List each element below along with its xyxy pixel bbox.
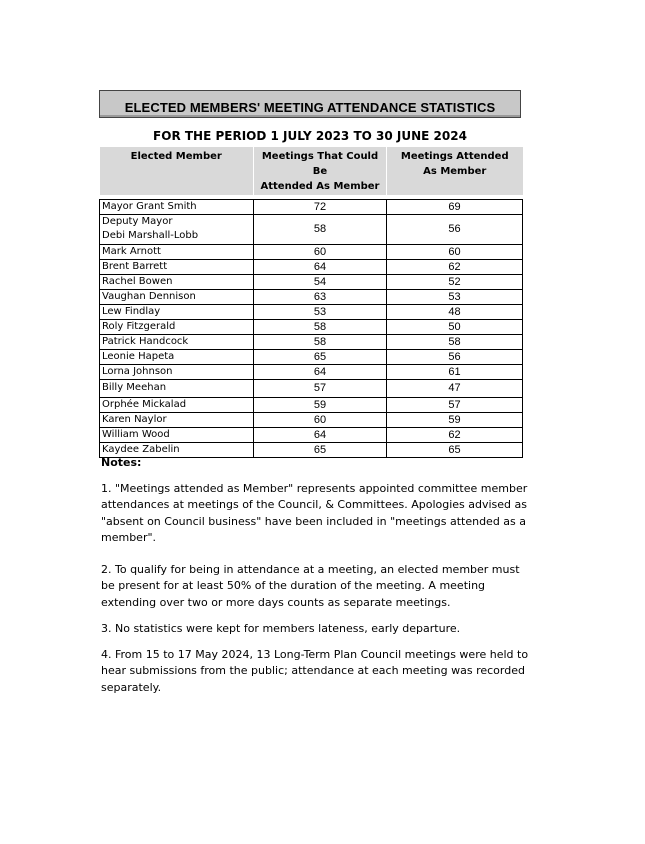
header-attended-line1: Meetings Attended xyxy=(400,151,509,162)
member-name: Mark Arnott xyxy=(100,244,254,259)
table-row xyxy=(100,304,523,319)
meetings-attended: 58 xyxy=(387,334,523,349)
member-name: Brent Barrett xyxy=(100,259,254,274)
meetings-could-attend: 53 xyxy=(254,304,387,319)
member-name: Roly Fitzgerald xyxy=(100,319,254,334)
header-meetings-could-attend xyxy=(254,147,387,195)
note-item-1: 1. "Meetings attended as Member" represents appointed committee member attendances at meetings of the Council, & Committees. Apologies advised as "absent on Council business" have been included in "meetings attended as a member". xyxy=(101,481,528,544)
meetings-could-attend: 63 xyxy=(254,289,387,304)
document-title: ELECTED MEMBERS' MEETING ATTENDANCE STATISTICS xyxy=(124,99,496,115)
header-elected-member-label: Elected Member xyxy=(130,151,222,162)
member-name xyxy=(100,214,254,244)
meetings-attended: 59 xyxy=(387,412,523,427)
table-row xyxy=(100,214,523,244)
meetings-attended: 48 xyxy=(387,304,523,319)
meetings-attended: 53 xyxy=(387,289,523,304)
member-name: Lew Findlay xyxy=(100,304,254,319)
table-row xyxy=(100,412,523,427)
meetings-could-attend: 65 xyxy=(254,442,387,457)
meetings-could-attend: 59 xyxy=(254,397,387,412)
meetings-attended: 56 xyxy=(387,349,523,364)
table-header-row xyxy=(100,147,523,195)
meetings-attended: 50 xyxy=(387,319,523,334)
table-row xyxy=(100,397,523,412)
member-name: Leonie Hapeta xyxy=(100,349,254,364)
meetings-attended: 61 xyxy=(387,364,523,379)
meetings-attended: 47 xyxy=(387,379,523,397)
table-row xyxy=(100,199,523,214)
meetings-could-attend: 60 xyxy=(254,412,387,427)
member-name: Billy Meehan xyxy=(100,379,254,397)
member-name: Patrick Handcock xyxy=(100,334,254,349)
notes-heading: Notes: xyxy=(101,456,142,469)
meetings-could-attend: 54 xyxy=(254,274,387,289)
meetings-could-attend: 58 xyxy=(254,334,387,349)
meetings-attended: 62 xyxy=(387,259,523,274)
meetings-could-attend: 64 xyxy=(254,427,387,442)
table-row xyxy=(100,349,523,364)
member-name: Orphée Mickalad xyxy=(100,397,254,412)
member-name: Vaughan Dennison xyxy=(100,289,254,304)
table-row xyxy=(100,334,523,349)
meetings-could-attend: 60 xyxy=(254,244,387,259)
meetings-could-attend: 64 xyxy=(254,259,387,274)
meetings-could-attend: 58 xyxy=(254,214,387,244)
member-title: Deputy Mayor xyxy=(102,216,173,227)
meetings-attended: 52 xyxy=(387,274,523,289)
document-title-box xyxy=(99,90,521,118)
member-name-line2: Debi Marshall-Lobb xyxy=(102,230,199,241)
table-row xyxy=(100,274,523,289)
note-item-3: 3. No statistics were kept for members lateness, early departure. xyxy=(101,622,461,635)
note-item-4: 4. From 15 to 17 May 2024, 13 Long-Term Plan Council meetings were held to hear submissions from the public; attendance at each meeting was recorded separately. xyxy=(101,647,529,694)
meetings-could-attend: 58 xyxy=(254,319,387,334)
meetings-attended: 57 xyxy=(387,397,523,412)
notes-section xyxy=(101,455,531,696)
member-name: Rachel Bowen xyxy=(100,274,254,289)
meetings-attended: 60 xyxy=(387,244,523,259)
meetings-could-attend: 57 xyxy=(254,379,387,397)
meetings-attended: 65 xyxy=(387,442,523,457)
member-name: Mayor Grant Smith xyxy=(100,199,254,214)
meetings-attended: 69 xyxy=(387,199,523,214)
header-attended-line2: As Member xyxy=(423,166,487,177)
header-could-line2: Attended As Member xyxy=(260,181,380,192)
note-item-2: 2. To qualify for being in attendance at a meeting, an elected member must be present for at least 50% of the duration of the meeting. A meeting extending over two or more days counts as separate meetings. xyxy=(101,562,520,609)
member-name: Lorna Johnson xyxy=(100,364,254,379)
table-row xyxy=(100,259,523,274)
member-name: Kaydee Zabelin xyxy=(100,442,254,457)
table-row xyxy=(100,289,523,304)
attendance-table xyxy=(99,147,523,458)
meetings-could-attend: 72 xyxy=(254,199,387,214)
header-could-line1: Meetings That Could Be xyxy=(261,151,379,177)
meetings-attended: 62 xyxy=(387,427,523,442)
table-row xyxy=(100,427,523,442)
table-row xyxy=(100,364,523,379)
header-elected-member xyxy=(100,147,254,195)
meetings-could-attend: 64 xyxy=(254,364,387,379)
member-name: Karen Naylor xyxy=(100,412,254,427)
table-row xyxy=(100,379,523,397)
meetings-attended: 56 xyxy=(387,214,523,244)
member-name: William Wood xyxy=(100,427,254,442)
meetings-could-attend: 65 xyxy=(254,349,387,364)
table-row xyxy=(100,244,523,259)
header-meetings-attended xyxy=(387,147,523,195)
table-row xyxy=(100,319,523,334)
period-heading: FOR THE PERIOD 1 JULY 2023 TO 30 JUNE 2024 xyxy=(153,129,467,143)
